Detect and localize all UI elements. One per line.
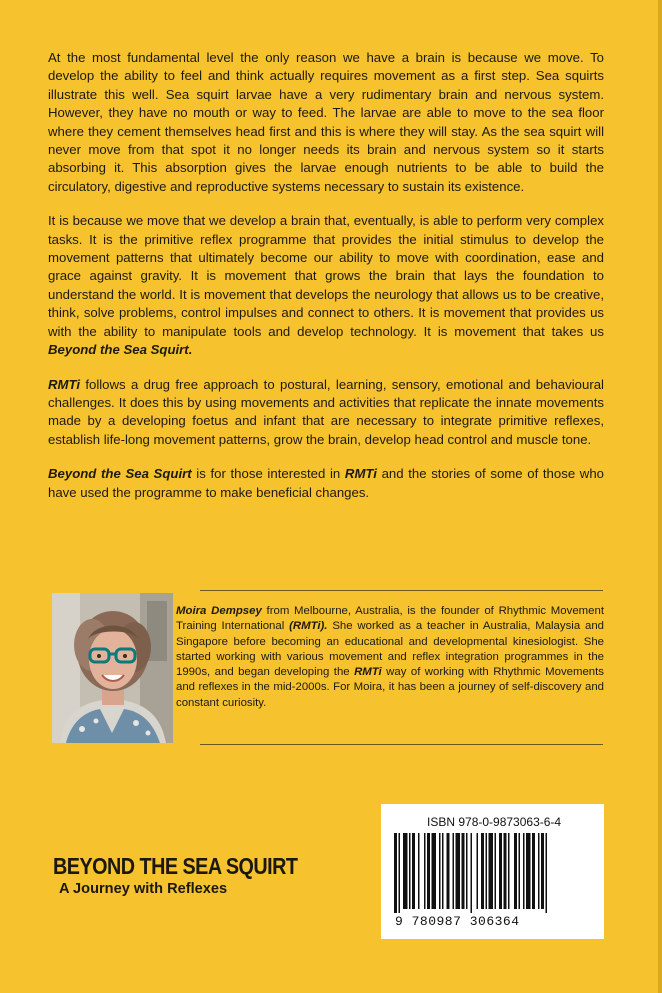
author-bio-acronym: (RMTi). [289,620,328,633]
barcode-bar [489,833,494,909]
barcode-digits: 9 780987 306364 [395,914,520,929]
barcode-panel [381,804,604,939]
barcode-bar [541,833,544,909]
barcode-bar [399,833,401,913]
author-photo [52,593,173,743]
barcode-bar [427,833,430,909]
barcode-bar [403,833,408,909]
book-subtitle: A Journey with Reflexes [59,881,228,897]
author-portrait-illustration [52,593,173,743]
author-bio-paragraph [176,604,604,711]
barcode-bar [442,833,444,909]
author-bio-text-1: from Melbourne, Australia, is the founder of Rhythmic Movement Training International [176,605,604,633]
blurb-paragraph-2-title: Beyond the Sea Squirt. [48,342,193,358]
barcode-bar [508,833,510,909]
author-bio-text-2: She worked as a teacher in Australia, Malaysia and Singapore before becoming an educational and developmental kinesiologist. She started working with various movement and reflex integration programmes in the 1990s, and began developing the [176,620,604,679]
blurb-paragraph-2 [48,212,604,359]
blurb-paragraph-4-text-a: is for those interested in [191,466,345,482]
barcode-bar [466,833,468,909]
barcode-bar [418,833,420,909]
barcode-bar [456,833,461,909]
barcode-bar [471,833,473,913]
barcode-bar [495,833,497,909]
barcode-bar [412,833,415,909]
blurb-paragraph-4 [48,465,604,502]
barcode-bar [462,833,465,909]
barcode-bar [481,833,484,909]
barcode-bar [394,833,397,913]
barcode-bar [546,833,548,913]
blurb-paragraph-1 [48,49,604,196]
barcode-bar [432,833,437,909]
spine-edge [658,0,662,993]
author-bio-acronym-2: RMTi [354,666,382,679]
book-title: BEYOND THE SEA SQUIRT [53,853,298,879]
author-top-rule [200,590,603,591]
barcode-bar [519,833,521,909]
barcode-bar [424,833,426,909]
barcode-bar [447,833,450,909]
isbn-label: ISBN 978-0-9873063-6-4 [427,815,562,829]
blurb-paragraph-4-title: Beyond the Sea Squirt [48,466,192,482]
barcode-bar [486,833,488,909]
barcode-bar [439,833,441,909]
barcode-bar [538,833,540,909]
author-bio [176,604,604,711]
barcode-bar [514,833,517,909]
blurb-paragraph-1-text: At the most fundamental level the only reason we have a brain is because we move. To develop the ability to feel and think actually requires movement as a first step. Sea squirts illustrate this well. Sea squirt larvae have a very rudimentary brain and nervous system. However, they have no mouth or way to feed. The larvae are able to move to the sea floor where they cement themselves head first and this is where they will stay. As the sea squirt will never move from that spot it no longer needs its brain and nervous system so it starts absorbing it. This absorption gives the larvae enough nutrients to be able to build the circulatory, digestive and reproductive systems necessary to sustain its existence. [48,50,604,194]
book-title-block [53,853,337,897]
barcode-graphic [394,833,592,913]
barcode-bar [477,833,479,909]
author-bottom-rule [200,744,603,745]
author-name: Moira Dempsey [176,605,262,617]
barcode-bar [453,833,455,909]
blurb-paragraph-3-text: follows a drug free approach to postural, learning, sensory, emotional and behavioural challenges. It does this by using movements and activities that replicate the innate movements made by a developing foetus and infant that are necessary to integrate primitive reflexes, establish life-long movement patterns, grow the brain, develop head control and muscle tone. [48,376,604,447]
blurb-paragraph-2-text: It is because we move that we develop a brain that, eventually, is able to perform very complex tasks. It is the primitive reflex programme that provides the initial stimulus to develop the movement patterns that ultimately become our ability to move with coordination, ease and grace against gravity. It is movement that grows the brain that lays the foundation to understand the world. It is movement that develops the neurology that allows us to be creative, think, solve problems, control impulses and connect to others. It is movement that provides us with the ability to manipulate tools and develop technology. It is movement that takes us [48,213,604,339]
back-cover-blurb [48,49,604,518]
blurb-paragraph-4-acronym: RMTi [344,466,377,482]
barcode-bar [409,833,411,909]
barcode-bar [504,833,507,909]
author-bio-text-3: way of working with Rhythmic Movements and reflexes in the mid-2000s. For Moira, it has been a journey of self-discovery and constant curiosity. [176,666,604,709]
blurb-paragraph-3-acronym: RMTi [48,376,80,392]
barcode-bar [532,833,535,909]
barcode-bar [499,833,502,909]
blurb-paragraph-4-text-b: and the stories of some of those who have used the programme to make beneficial changes. [48,466,604,500]
blurb-paragraph-3 [48,376,604,450]
barcode-bar [523,833,525,909]
barcode-bar [526,833,531,909]
